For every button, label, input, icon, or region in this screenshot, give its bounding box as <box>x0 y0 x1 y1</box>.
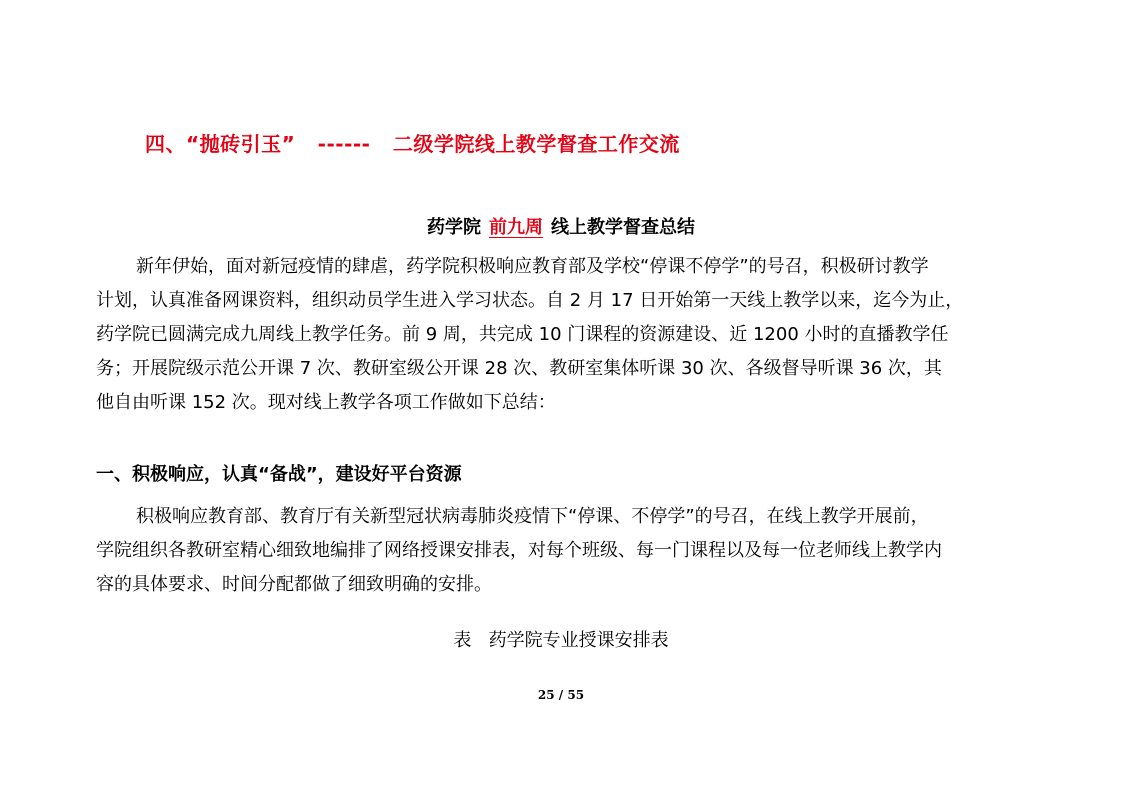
document-title <box>0 213 1122 239</box>
paragraph-line: 新年伊始，面对新冠疫情的肆虐，药学院积极响应教育部及学校“停课不停学”的号召，积极研讨教学 <box>136 256 929 277</box>
intro-paragraph <box>96 250 1028 420</box>
title-suffix: 线上教学督查总结 <box>551 217 695 238</box>
paragraph-line: 计划，认真准备网课资料，组织动员学生进入学习状态。自 2 月 17 日开始第一天线上教学以来，迄今为止， <box>96 290 964 311</box>
title-highlight: 前九周 <box>489 217 543 238</box>
section-heading: 四、“抛砖引玉” ------ 二级学院线上教学督查工作交流 <box>145 132 680 156</box>
paragraph-line: 积极响应教育部、教育厅有关新型冠状病毒肺炎疫情下“停课、不停学”的号召，在线上教学开展前， <box>136 506 929 527</box>
paragraph-line: 务；开展院级示范公开课 7 次、教研室级公开课 28 次、教研室集体听课 30 次、各级督导听课 36 次，其 <box>96 358 942 379</box>
page-number: 25 / 55 <box>537 688 585 702</box>
paragraph-line: 学院组织各教研室精心细致地编排了网络授课安排表，对每个班级、每一门课程以及每一位老师线上教学内 <box>96 540 942 561</box>
table-caption: 表 药学院专业授课安排表 <box>453 630 669 651</box>
paragraph-line: 容的具体要求、时间分配都做了细致明确的安排。 <box>96 574 492 595</box>
section-1-paragraph <box>96 500 1028 602</box>
paragraph-line: 他自由听课 152 次。现对线上教学各项工作做如下总结： <box>96 392 556 413</box>
title-prefix: 药学院 <box>427 217 481 238</box>
paragraph-line: 药学院已圆满完成九周线上教学任务。前 9 周，共完成 10 门课程的资源建设、近 1200 小时的直播教学任 <box>96 324 949 345</box>
subheading-1: 一、积极响应，认真“备战”，建设好平台资源 <box>96 464 462 485</box>
